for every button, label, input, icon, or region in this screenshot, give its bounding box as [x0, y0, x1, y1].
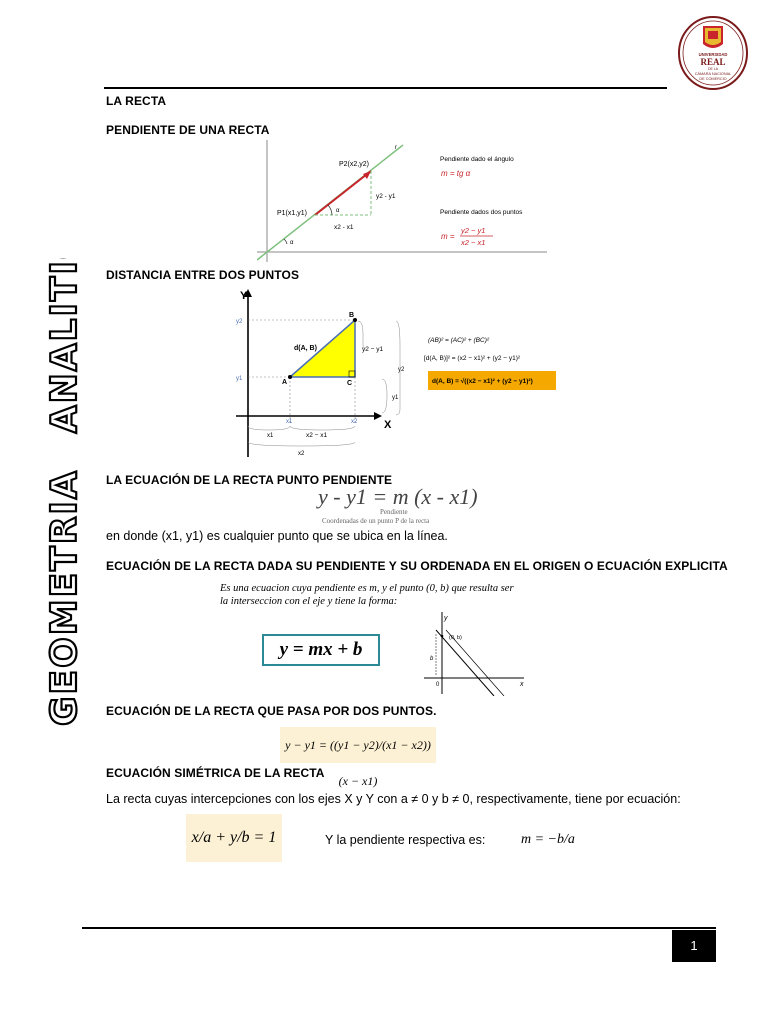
explicit-formula-box: [262, 634, 380, 666]
side-title-word1: GEOMETRIA: [44, 469, 85, 726]
page-number: 1: [672, 930, 716, 962]
label-p1: P1(x1,y1): [277, 210, 307, 217]
graph-x: x: [520, 681, 524, 688]
brace-y1: y1: [392, 395, 399, 401]
tick-x2: x2: [351, 419, 358, 425]
label-dx: x2 - x1: [334, 224, 354, 231]
symmetric-formula: x/a + y/b = 1: [191, 829, 277, 846]
axis-y: Y: [240, 290, 248, 302]
top-rule: [104, 87, 667, 89]
two-points-formula-box: [280, 727, 436, 788]
formula-1: (AB)² = (AC)² + (BC)²: [428, 337, 490, 344]
side-title: [16, 258, 86, 728]
explicit-graph: [424, 612, 534, 696]
slope-figure: [257, 140, 547, 262]
tick-x1: x1: [286, 419, 293, 425]
point-b: B: [349, 312, 355, 319]
explicit-formula: y = mx + b: [279, 639, 363, 660]
brace-x2: x2: [298, 451, 305, 457]
bottom-rule: [82, 927, 716, 929]
logo-line-1: UNIVERSIDAD: [698, 52, 728, 57]
side-title-word2: ANALITICA: [44, 258, 85, 434]
label-p2: P2(x2,y2): [339, 161, 369, 168]
points-formula-lhs: m =: [441, 232, 455, 241]
angle-formula: m = tg α: [441, 169, 471, 178]
brace-y2: y2: [398, 367, 405, 373]
explicit-line-1: Es una ecuacion cuya pendiente es m, y el punto (0, b) que resulta ser: [220, 583, 514, 594]
graph-y: y: [444, 615, 448, 622]
two-points-formula: y − y1 = ((y1 − y2)/(x1 − x2)) (x − x1): [285, 738, 431, 788]
tick-y1: y1: [236, 376, 243, 382]
label-dy: y2 − y1: [362, 346, 384, 353]
angle-label: Pendiente dado el ángulo: [440, 156, 514, 163]
formula-3: d(A, B) = √((x2 − x1)² + (y2 − y1)²): [432, 378, 533, 385]
point-slope-equation: y - y1 = m (x - x1): [318, 484, 478, 509]
point-c: C: [347, 380, 353, 387]
point-slope-text: en donde (x1, y1) es cualquier punto que se ubica en la línea.: [106, 529, 448, 543]
explicit-line-2: la interseccion con el eje y tiene la forma:: [220, 596, 398, 607]
points-num: y2 − y1: [461, 226, 486, 235]
axis-x: X: [384, 419, 392, 431]
points-label: Pendiente dados dos puntos: [440, 209, 523, 216]
point-slope-pendiente: Pendiente: [380, 508, 408, 516]
distance-figure: [232, 285, 562, 460]
logo-line-4: CÁMARA NACIONAL: [694, 72, 732, 76]
university-logo: [676, 14, 750, 92]
logo-line-5: DE COMERCIO: [699, 77, 727, 81]
brace-x1: x1: [267, 433, 274, 439]
graph-point: (0, b): [449, 635, 462, 641]
label-r: r: [395, 145, 397, 151]
heading-simetrica: ECUACIÓN SIMÉTRICA DE LA RECTA: [106, 766, 325, 780]
points-den: x2 − x1: [461, 238, 486, 247]
symmetric-text: La recta cuyas intercepciones con los ejes X y Y con a ≠ 0 y b ≠ 0, respectivamente, tiene por ecuación:: [106, 792, 681, 806]
label-dx: x2 − x1: [306, 432, 328, 439]
svg-text:GEOMETRIAANALITICA: [44, 258, 85, 726]
symmetric-formula-box: [186, 814, 282, 862]
tick-y2: y2: [236, 319, 243, 325]
label-dab: d(A, B): [294, 345, 317, 352]
heading-explicita: ECUACIÓN DE LA RECTA DADA SU PENDIENTE Y SU ORDENADA EN EL ORIGEN O ECUACIÓN EXPLICITA: [106, 559, 728, 573]
heading-punto-pendiente: LA ECUACIÓN DE LA RECTA PUNTO PENDIENTE: [106, 473, 393, 487]
heading-la-recta: LA RECTA: [106, 94, 167, 108]
label-dy: y2 - y1: [376, 193, 396, 200]
label-alpha-2: α: [290, 240, 294, 246]
label-alpha-1: α: [336, 208, 340, 214]
heading-distancia: DISTANCIA ENTRE DOS PUNTOS: [106, 268, 300, 282]
point-a: A: [282, 379, 288, 386]
graph-o: 0: [436, 682, 440, 688]
logo-line-2: REAL: [700, 57, 726, 67]
heading-pendiente: PENDIENTE DE UNA RECTA: [106, 123, 270, 137]
symmetric-slope-text: Y la pendiente respectiva es:: [325, 833, 486, 847]
symmetric-slope-formula: m = −b/a: [521, 832, 575, 847]
point-slope-coords: Coordenadas de un punto P de la recta: [322, 517, 430, 525]
heading-dos-puntos: ECUACIÓN DE LA RECTA QUE PASA POR DOS PUNTOS.: [106, 704, 437, 718]
graph-b: b: [430, 656, 434, 662]
logo-line-3: DE LA: [707, 67, 719, 71]
formula-2: [d(A, B)]² = (x2 − x1)² + (y2 − y1)²: [424, 355, 521, 362]
point-slope-formula: [318, 484, 518, 530]
